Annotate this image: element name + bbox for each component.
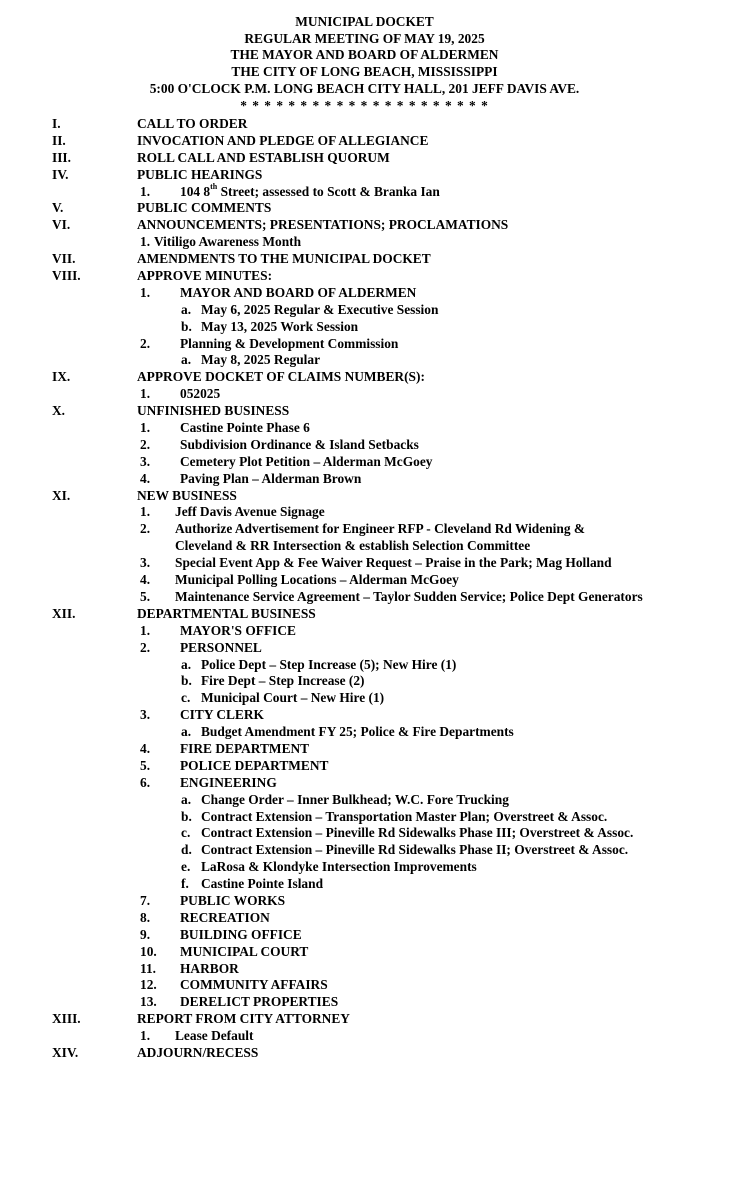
- subitem-letter: a.: [181, 656, 192, 672]
- item-number: 8.: [140, 909, 151, 925]
- agenda-subitem: [0, 319, 729, 336]
- subitem-letter: b.: [181, 318, 192, 334]
- section-number: XIV.: [52, 1044, 79, 1060]
- header-title: MUNICIPAL DOCKET: [295, 14, 434, 29]
- agenda-section: [0, 268, 729, 285]
- section-title: ANNOUNCEMENTS; PRESENTATIONS; PROCLAMATIONS: [137, 217, 509, 233]
- agenda-subitem: [0, 657, 729, 674]
- agenda-section: [0, 369, 729, 386]
- section-number: V.: [52, 200, 64, 216]
- agenda-subitem: [0, 809, 729, 826]
- section-title: PUBLIC HEARINGS: [137, 166, 263, 182]
- section-title: UNFINISHED BUSINESS: [137, 403, 290, 419]
- agenda-section: [0, 1045, 729, 1062]
- subitem-text: May 6, 2025 Regular & Executive Session: [201, 301, 439, 317]
- item-number: 6.: [140, 774, 151, 790]
- header-star-divider: * * * * * * * * * * * * * * * * * * * * *: [240, 97, 489, 113]
- item-number: 1.: [140, 622, 151, 638]
- item-number: 2.: [140, 436, 151, 452]
- agenda-item: [0, 504, 729, 521]
- section-title: CALL TO ORDER: [137, 116, 248, 131]
- item-text: BUILDING OFFICE: [180, 926, 302, 942]
- subitem-letter: b.: [181, 673, 192, 689]
- agenda-item: [0, 927, 729, 944]
- agenda-section: [0, 133, 729, 150]
- header-meeting: REGULAR MEETING OF MAY 19, 2025: [244, 30, 485, 46]
- subitem-text: Fire Dept – Step Increase (2): [201, 673, 365, 689]
- item-text: Lease Default: [175, 1028, 254, 1044]
- item-text: DERELICT PROPERTIES: [180, 994, 339, 1010]
- item-text: 052025: [180, 386, 221, 402]
- header-city: THE CITY OF LONG BEACH, MISSISSIPPI: [231, 64, 498, 80]
- item-text: POLICE DEPARTMENT: [180, 757, 329, 773]
- item-text: Municipal Polling Locations – Alderman McGoey: [175, 572, 459, 588]
- item-number: 3.: [140, 555, 151, 571]
- agenda-subitem: [0, 876, 729, 893]
- agenda-subitem: [0, 825, 729, 842]
- item-text: ENGINEERING: [180, 774, 277, 790]
- agenda-item: [0, 572, 729, 589]
- subitem-text: LaRosa & Klondyke Intersection Improvements: [201, 859, 477, 875]
- agenda-item: [0, 336, 729, 353]
- subitem-text: Budget Amendment FY 25; Police & Fire Departments: [201, 724, 514, 740]
- subitem-text: May 13, 2025 Work Session: [201, 318, 359, 334]
- item-text: FIRE DEPARTMENT: [180, 740, 310, 756]
- agenda-subitem: [0, 690, 729, 707]
- agenda-item: [0, 454, 729, 471]
- agenda-item: [0, 640, 729, 657]
- agenda-section: [0, 251, 729, 268]
- section-title: DEPARTMENTAL BUSINESS: [137, 605, 316, 621]
- subitem-text: Contract Extension – Pineville Rd Sidewalks Phase III; Overstreet & Assoc.: [201, 825, 634, 841]
- section-number: XI.: [52, 487, 71, 503]
- item-number: 7.: [140, 892, 151, 908]
- agenda-subitem: [0, 842, 729, 859]
- item-number: 4.: [140, 470, 151, 486]
- agenda-subitem: [0, 792, 729, 809]
- subitem-text: Contract Extension – Transportation Master Plan; Overstreet & Assoc.: [201, 808, 608, 824]
- agenda-item: [0, 994, 729, 1011]
- subitem-letter: d.: [181, 842, 192, 858]
- section-title: AMENDMENTS TO THE MUNICIPAL DOCKET: [137, 251, 431, 267]
- item-text: CITY CLERK: [180, 707, 264, 723]
- item-text: Castine Pointe Phase 6: [180, 420, 310, 436]
- agenda-section: [0, 606, 729, 623]
- item-number: 1.: [140, 386, 151, 402]
- subitem-text: May 8, 2025 Regular: [201, 352, 321, 368]
- docket-header: [0, 14, 729, 114]
- section-number: XIII.: [52, 1011, 81, 1027]
- section-number: III.: [52, 149, 71, 165]
- agenda-section: [0, 200, 729, 217]
- section-title: APPROVE MINUTES:: [137, 268, 273, 284]
- agenda-item: [0, 437, 729, 454]
- subitem-letter: c.: [181, 690, 191, 706]
- item-number: 1.: [140, 1028, 151, 1044]
- section-number: XII.: [52, 605, 76, 621]
- item-number: 9.: [140, 926, 151, 942]
- section-title: ROLL CALL AND ESTABLISH QUORUM: [137, 149, 390, 165]
- item-text: Paving Plan – Alderman Brown: [180, 470, 362, 486]
- section-title: PUBLIC COMMENTS: [137, 200, 272, 216]
- section-title: NEW BUSINESS: [137, 487, 237, 503]
- subitem-text: Contract Extension – Pineville Rd Sidewalks Phase II; Overstreet & Assoc.: [201, 842, 629, 858]
- agenda-item: [0, 589, 729, 606]
- agenda-item: [0, 961, 729, 978]
- item-number: 10.: [140, 943, 157, 959]
- section-title: REPORT FROM CITY ATTORNEY: [137, 1011, 350, 1027]
- agenda-section: [0, 403, 729, 420]
- item-text: Cleveland & RR Intersection & establish Selection Committee: [175, 538, 531, 554]
- subitem-letter: b.: [181, 808, 192, 824]
- item-text: MUNICIPAL COURT: [180, 943, 309, 959]
- agenda-item: [0, 910, 729, 927]
- subitem-text: Municipal Court – New Hire (1): [201, 690, 385, 706]
- agenda-section: [0, 1011, 729, 1028]
- section-number: II.: [52, 132, 66, 148]
- agenda-section: [0, 488, 729, 505]
- agenda-section: [0, 116, 729, 133]
- item-number: 2.: [140, 335, 151, 351]
- header-body: THE MAYOR AND BOARD OF ALDERMEN: [230, 47, 499, 63]
- agenda-subitem: [0, 673, 729, 690]
- header-time-location: 5:00 O'CLOCK P.M. LONG BEACH CITY HALL, 201 JEFF DAVIS AVE.: [149, 80, 580, 96]
- agenda-subitem: [0, 352, 729, 369]
- item-text: MAYOR'S OFFICE: [180, 622, 296, 638]
- agenda-item: [0, 775, 729, 792]
- item-text: Special Event App & Fee Waiver Request – Praise in the Park; Mag Holland: [175, 555, 612, 571]
- section-title: ADJOURN/RECESS: [137, 1044, 259, 1060]
- section-number: VI.: [52, 217, 71, 233]
- item-number: 1.: [140, 284, 151, 300]
- agenda-item: [0, 944, 729, 961]
- agenda-item: [0, 386, 729, 403]
- agenda-item: [0, 555, 729, 572]
- item-text: HARBOR: [180, 960, 239, 976]
- item-text: Cemetery Plot Petition – Alderman McGoey: [180, 453, 433, 469]
- subitem-letter: f.: [181, 876, 189, 892]
- item-text: PERSONNEL: [180, 639, 262, 655]
- item-text: RECREATION: [180, 909, 270, 925]
- subitem-letter: e.: [181, 859, 191, 875]
- item-number: 11.: [140, 960, 156, 976]
- agenda-item: [0, 285, 729, 302]
- agenda-item: [0, 471, 729, 488]
- section-title: APPROVE DOCKET OF CLAIMS NUMBER(S):: [137, 369, 425, 385]
- item-text: Vitiligo Awareness Month: [154, 234, 302, 250]
- subitem-letter: a.: [181, 301, 192, 317]
- subitem-letter: a.: [181, 791, 192, 807]
- item-number: 3.: [140, 707, 151, 723]
- item-number: 3.: [140, 453, 151, 469]
- item-text: Maintenance Service Agreement – Taylor Sudden Service; Police Dept Generators: [175, 588, 643, 604]
- subitem-letter: a.: [181, 352, 192, 368]
- agenda-section: [0, 217, 729, 234]
- agenda-item: [0, 893, 729, 910]
- item-number: 1.: [140, 234, 151, 250]
- section-number: IV.: [52, 166, 69, 182]
- agenda-item: [0, 420, 729, 437]
- section-number: VII.: [52, 251, 76, 267]
- subitem-letter: a.: [181, 724, 192, 740]
- item-number: 4.: [140, 740, 151, 756]
- subitem-text: Change Order – Inner Bulkhead; W.C. Fore Trucking: [201, 791, 509, 807]
- item-text: COMMUNITY AFFAIRS: [180, 977, 328, 993]
- item-number: 1.: [140, 504, 151, 520]
- section-number: IX.: [52, 369, 71, 385]
- agenda-subitem: [0, 302, 729, 319]
- subitem-letter: c.: [181, 825, 191, 841]
- agenda-item: [0, 184, 729, 201]
- section-number: I.: [52, 116, 61, 131]
- item-number: 4.: [140, 572, 151, 588]
- section-title: INVOCATION AND PLEDGE OF ALLEGIANCE: [137, 132, 429, 148]
- agenda-item: [0, 234, 729, 251]
- item-number: 5.: [140, 588, 151, 604]
- agenda-item: [0, 707, 729, 724]
- agenda-item-continuation: [0, 538, 729, 555]
- item-text: Jeff Davis Avenue Signage: [175, 504, 325, 520]
- agenda-item: [0, 623, 729, 640]
- agenda-subitem: [0, 724, 729, 741]
- section-number: VIII.: [52, 268, 81, 284]
- item-number: 13.: [140, 994, 157, 1010]
- agenda-item: [0, 741, 729, 758]
- section-number: X.: [52, 403, 66, 419]
- agenda-item: [0, 1028, 729, 1045]
- agenda-subitem: [0, 859, 729, 876]
- subitem-text: Police Dept – Step Increase (5); New Hire (1): [201, 656, 457, 672]
- item-number: 2.: [140, 639, 151, 655]
- item-number: 1.: [140, 420, 151, 436]
- item-number: 5.: [140, 757, 151, 773]
- item-text: 104 8th Street; assessed to Scott & Branka Ian: [180, 182, 440, 199]
- item-text: Planning & Development Commission: [180, 335, 399, 351]
- item-text: PUBLIC WORKS: [180, 892, 286, 908]
- agenda-section: [0, 150, 729, 167]
- item-text: MAYOR AND BOARD OF ALDERMEN: [180, 284, 417, 300]
- agenda-section: [0, 167, 729, 184]
- item-number: 2.: [140, 521, 151, 537]
- agenda-item: [0, 758, 729, 775]
- item-number: 1.: [140, 183, 151, 199]
- agenda-item: [0, 521, 729, 538]
- agenda-list: [0, 116, 729, 1062]
- item-text: Subdivision Ordinance & Island Setbacks: [180, 436, 419, 452]
- agenda-item: [0, 977, 729, 994]
- subitem-text: Castine Pointe Island: [201, 876, 324, 892]
- item-number: 12.: [140, 977, 157, 993]
- item-text: Authorize Advertisement for Engineer RFP - Cleveland Rd Widening &: [175, 521, 586, 537]
